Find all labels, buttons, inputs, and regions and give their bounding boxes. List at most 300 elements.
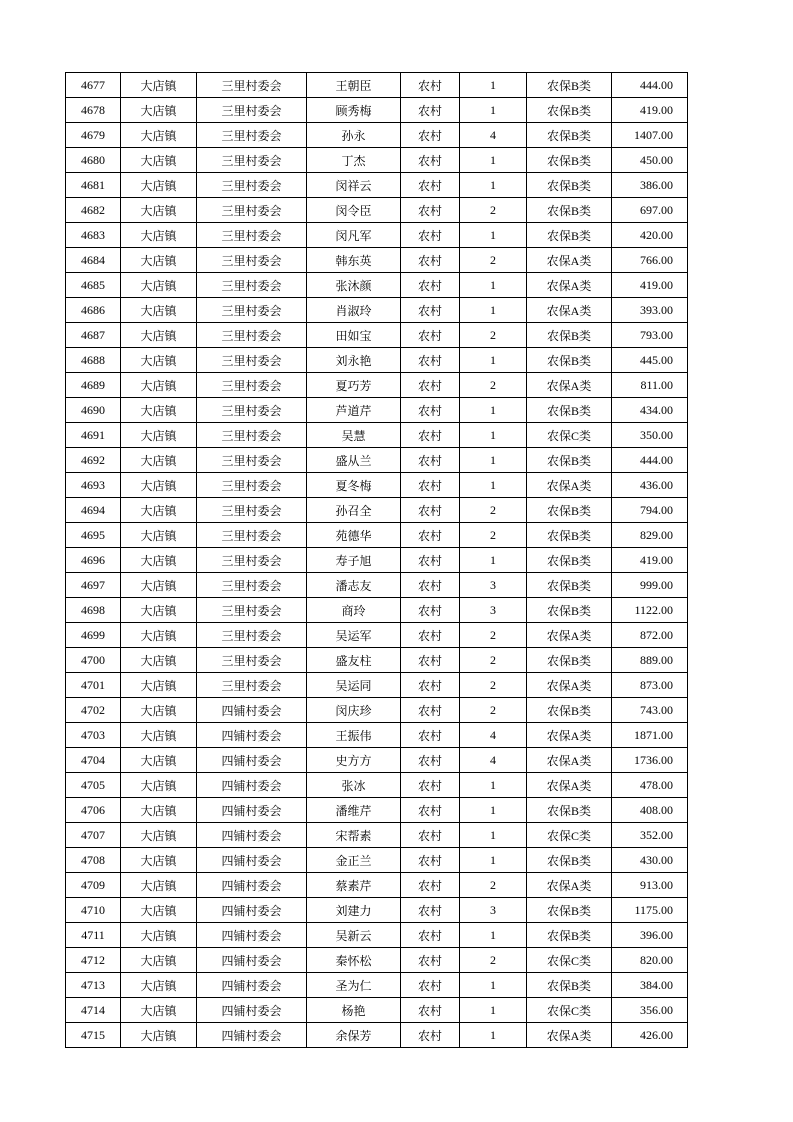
cell-type: 农村 [401,623,460,648]
cell-id: 4681 [66,173,121,198]
cell-amount: 419.00 [612,98,688,123]
cell-town: 大店镇 [121,323,197,348]
cell-count: 2 [460,523,527,548]
cell-type: 农村 [401,673,460,698]
cell-village: 四铺村委会 [197,723,307,748]
cell-town: 大店镇 [121,223,197,248]
cell-town: 大店镇 [121,248,197,273]
cell-village: 三里村委会 [197,598,307,623]
cell-type: 农村 [401,873,460,898]
cell-town: 大店镇 [121,798,197,823]
cell-category: 农保C类 [527,998,612,1023]
cell-village: 四铺村委会 [197,948,307,973]
cell-amount: 793.00 [612,323,688,348]
cell-name: 苑德华 [307,523,401,548]
cell-amount: 872.00 [612,623,688,648]
cell-village: 三里村委会 [197,98,307,123]
cell-type: 农村 [401,923,460,948]
cell-type: 农村 [401,748,460,773]
cell-village: 三里村委会 [197,148,307,173]
cell-name: 吴慧 [307,423,401,448]
cell-type: 农村 [401,523,460,548]
cell-type: 农村 [401,848,460,873]
cell-category: 农保B类 [527,448,612,473]
cell-town: 大店镇 [121,1023,197,1048]
cell-town: 大店镇 [121,198,197,223]
cell-village: 三里村委会 [197,123,307,148]
cell-name: 闵凡军 [307,223,401,248]
cell-name: 孙召全 [307,498,401,523]
table-row [66,198,688,223]
cell-amount: 386.00 [612,173,688,198]
cell-name: 蔡素芹 [307,873,401,898]
cell-town: 大店镇 [121,973,197,998]
cell-id: 4677 [66,73,121,98]
cell-village: 三里村委会 [197,348,307,373]
cell-count: 3 [460,573,527,598]
cell-amount: 436.00 [612,473,688,498]
cell-category: 农保B类 [527,148,612,173]
cell-village: 四铺村委会 [197,848,307,873]
cell-amount: 794.00 [612,498,688,523]
cell-category: 农保B类 [527,698,612,723]
cell-count: 1 [460,223,527,248]
cell-id: 4707 [66,823,121,848]
cell-id: 4692 [66,448,121,473]
cell-type: 农村 [401,723,460,748]
table-row [66,873,688,898]
cell-amount: 350.00 [612,423,688,448]
cell-town: 大店镇 [121,373,197,398]
cell-amount: 913.00 [612,873,688,898]
cell-id: 4685 [66,273,121,298]
cell-type: 农村 [401,948,460,973]
cell-name: 刘建力 [307,898,401,923]
table-row [66,323,688,348]
cell-type: 农村 [401,123,460,148]
table-row [66,723,688,748]
cell-type: 农村 [401,323,460,348]
cell-category: 农保A类 [527,673,612,698]
table-row [66,448,688,473]
cell-type: 农村 [401,773,460,798]
cell-town: 大店镇 [121,548,197,573]
cell-count: 2 [460,198,527,223]
cell-id: 4712 [66,948,121,973]
cell-type: 农村 [401,973,460,998]
cell-name: 夏冬梅 [307,473,401,498]
cell-amount: 820.00 [612,948,688,973]
cell-category: 农保B类 [527,498,612,523]
cell-id: 4703 [66,723,121,748]
cell-id: 4679 [66,123,121,148]
cell-village: 三里村委会 [197,173,307,198]
cell-village: 四铺村委会 [197,923,307,948]
cell-name: 芦道芹 [307,398,401,423]
cell-amount: 444.00 [612,73,688,98]
table-row [66,848,688,873]
cell-category: 农保B类 [527,173,612,198]
cell-town: 大店镇 [121,823,197,848]
table-row [66,348,688,373]
cell-count: 1 [460,73,527,98]
cell-type: 农村 [401,798,460,823]
cell-id: 4701 [66,673,121,698]
cell-town: 大店镇 [121,773,197,798]
cell-id: 4699 [66,623,121,648]
cell-count: 2 [460,648,527,673]
cell-category: 农保A类 [527,273,612,298]
cell-category: 农保B类 [527,398,612,423]
cell-name: 丁杰 [307,148,401,173]
cell-town: 大店镇 [121,173,197,198]
cell-village: 三里村委会 [197,548,307,573]
cell-type: 农村 [401,548,460,573]
cell-town: 大店镇 [121,523,197,548]
cell-village: 四铺村委会 [197,698,307,723]
cell-id: 4711 [66,923,121,948]
cell-village: 三里村委会 [197,73,307,98]
cell-amount: 419.00 [612,273,688,298]
cell-name: 圣为仁 [307,973,401,998]
cell-name: 韩东英 [307,248,401,273]
cell-amount: 419.00 [612,548,688,573]
cell-village: 三里村委会 [197,423,307,448]
cell-town: 大店镇 [121,648,197,673]
cell-category: 农保B类 [527,598,612,623]
table-row [66,573,688,598]
table-row [66,548,688,573]
cell-village: 三里村委会 [197,623,307,648]
table-row [66,148,688,173]
cell-name: 闵祥云 [307,173,401,198]
cell-name: 张沐颜 [307,273,401,298]
cell-town: 大店镇 [121,673,197,698]
cell-name: 商玲 [307,598,401,623]
cell-id: 4684 [66,248,121,273]
cell-town: 大店镇 [121,498,197,523]
cell-type: 农村 [401,373,460,398]
cell-id: 4713 [66,973,121,998]
table-row [66,1023,688,1048]
cell-count: 2 [460,873,527,898]
cell-amount: 697.00 [612,198,688,223]
cell-category: 农保A类 [527,873,612,898]
cell-type: 农村 [401,73,460,98]
cell-count: 1 [460,273,527,298]
table-row [66,948,688,973]
table-row [66,173,688,198]
cell-type: 农村 [401,598,460,623]
table-row [66,798,688,823]
cell-name: 顾秀梅 [307,98,401,123]
cell-count: 2 [460,623,527,648]
cell-village: 四铺村委会 [197,823,307,848]
cell-category: 农保C类 [527,423,612,448]
cell-count: 2 [460,373,527,398]
cell-town: 大店镇 [121,148,197,173]
cell-name: 杨艳 [307,998,401,1023]
cell-category: 农保A类 [527,723,612,748]
cell-town: 大店镇 [121,448,197,473]
cell-type: 农村 [401,273,460,298]
cell-category: 农保C类 [527,823,612,848]
cell-name: 盛从兰 [307,448,401,473]
cell-village: 三里村委会 [197,248,307,273]
cell-count: 3 [460,898,527,923]
cell-town: 大店镇 [121,273,197,298]
cell-category: 农保B类 [527,848,612,873]
table-row [66,423,688,448]
table-row [66,648,688,673]
subsidy-table [65,72,688,1048]
cell-id: 4694 [66,498,121,523]
cell-name: 田如宝 [307,323,401,348]
cell-type: 农村 [401,223,460,248]
cell-count: 2 [460,248,527,273]
cell-id: 4691 [66,423,121,448]
cell-count: 4 [460,123,527,148]
cell-count: 1 [460,148,527,173]
table-row [66,223,688,248]
cell-amount: 743.00 [612,698,688,723]
cell-amount: 889.00 [612,648,688,673]
cell-type: 农村 [401,98,460,123]
cell-town: 大店镇 [121,723,197,748]
cell-id: 4702 [66,698,121,723]
cell-count: 3 [460,598,527,623]
cell-category: 农保A类 [527,373,612,398]
cell-type: 农村 [401,1023,460,1048]
cell-category: 农保A类 [527,248,612,273]
cell-id: 4705 [66,773,121,798]
table-row [66,523,688,548]
cell-id: 4697 [66,573,121,598]
table-row [66,923,688,948]
cell-name: 吴运同 [307,673,401,698]
cell-id: 4686 [66,298,121,323]
cell-id: 4683 [66,223,121,248]
cell-amount: 420.00 [612,223,688,248]
cell-name: 孙永 [307,123,401,148]
cell-count: 4 [460,748,527,773]
cell-amount: 1871.00 [612,723,688,748]
cell-category: 农保B类 [527,223,612,248]
cell-town: 大店镇 [121,73,197,98]
cell-amount: 356.00 [612,998,688,1023]
cell-type: 农村 [401,173,460,198]
cell-name: 盛友柱 [307,648,401,673]
cell-count: 1 [460,823,527,848]
cell-count: 1 [460,98,527,123]
table-row [66,123,688,148]
cell-amount: 430.00 [612,848,688,873]
cell-name: 秦怀松 [307,948,401,973]
cell-village: 三里村委会 [197,198,307,223]
cell-name: 吴运军 [307,623,401,648]
cell-village: 四铺村委会 [197,973,307,998]
cell-amount: 1122.00 [612,598,688,623]
cell-amount: 1407.00 [612,123,688,148]
table-row [66,773,688,798]
table-row [66,998,688,1023]
cell-category: 农保B类 [527,123,612,148]
cell-id: 4695 [66,523,121,548]
cell-category: 农保B类 [527,523,612,548]
cell-type: 农村 [401,348,460,373]
cell-id: 4698 [66,598,121,623]
cell-name: 肖淑玲 [307,298,401,323]
cell-amount: 999.00 [612,573,688,598]
cell-name: 史方方 [307,748,401,773]
cell-count: 1 [460,348,527,373]
cell-id: 4708 [66,848,121,873]
cell-name: 闵庆珍 [307,698,401,723]
cell-amount: 393.00 [612,298,688,323]
cell-name: 余保芳 [307,1023,401,1048]
cell-category: 农保A类 [527,473,612,498]
cell-village: 三里村委会 [197,223,307,248]
cell-count: 1 [460,173,527,198]
table-row [66,473,688,498]
cell-id: 4704 [66,748,121,773]
cell-name: 吴新云 [307,923,401,948]
cell-type: 农村 [401,498,460,523]
cell-category: 农保B类 [527,573,612,598]
cell-name: 潘维芹 [307,798,401,823]
cell-town: 大店镇 [121,598,197,623]
cell-type: 农村 [401,398,460,423]
cell-name: 王朝臣 [307,73,401,98]
cell-name: 金正兰 [307,848,401,873]
cell-amount: 445.00 [612,348,688,373]
cell-count: 4 [460,723,527,748]
cell-name: 刘永艳 [307,348,401,373]
cell-count: 2 [460,698,527,723]
cell-id: 4690 [66,398,121,423]
cell-name: 闵令臣 [307,198,401,223]
table-row [66,673,688,698]
cell-amount: 873.00 [612,673,688,698]
cell-id: 4682 [66,198,121,223]
cell-town: 大店镇 [121,473,197,498]
cell-village: 三里村委会 [197,573,307,598]
cell-id: 4689 [66,373,121,398]
cell-category: 农保A类 [527,748,612,773]
cell-id: 4715 [66,1023,121,1048]
cell-village: 四铺村委会 [197,998,307,1023]
cell-id: 4700 [66,648,121,673]
cell-name: 张冰 [307,773,401,798]
cell-village: 四铺村委会 [197,873,307,898]
cell-town: 大店镇 [121,123,197,148]
cell-category: 农保B类 [527,73,612,98]
cell-town: 大店镇 [121,298,197,323]
cell-town: 大店镇 [121,348,197,373]
cell-type: 农村 [401,448,460,473]
cell-town: 大店镇 [121,98,197,123]
table-row [66,898,688,923]
cell-category: 农保A类 [527,773,612,798]
cell-village: 四铺村委会 [197,898,307,923]
cell-id: 4714 [66,998,121,1023]
cell-count: 2 [460,323,527,348]
cell-amount: 1736.00 [612,748,688,773]
cell-id: 4678 [66,98,121,123]
cell-village: 三里村委会 [197,673,307,698]
cell-type: 农村 [401,998,460,1023]
cell-town: 大店镇 [121,998,197,1023]
cell-village: 三里村委会 [197,323,307,348]
cell-village: 四铺村委会 [197,1023,307,1048]
cell-category: 农保A类 [527,298,612,323]
cell-name: 夏巧芳 [307,373,401,398]
cell-village: 三里村委会 [197,448,307,473]
cell-count: 1 [460,848,527,873]
cell-type: 农村 [401,298,460,323]
cell-village: 三里村委会 [197,298,307,323]
table-row [66,623,688,648]
cell-category: 农保B类 [527,198,612,223]
table-row [66,498,688,523]
cell-count: 1 [460,1023,527,1048]
cell-count: 1 [460,448,527,473]
table-row [66,748,688,773]
cell-type: 农村 [401,698,460,723]
cell-name: 潘志友 [307,573,401,598]
cell-count: 1 [460,423,527,448]
cell-town: 大店镇 [121,423,197,448]
cell-category: 农保A类 [527,1023,612,1048]
cell-count: 1 [460,548,527,573]
cell-town: 大店镇 [121,623,197,648]
cell-id: 4693 [66,473,121,498]
cell-village: 三里村委会 [197,648,307,673]
cell-count: 2 [460,673,527,698]
cell-amount: 384.00 [612,973,688,998]
cell-amount: 829.00 [612,523,688,548]
cell-category: 农保B类 [527,98,612,123]
cell-amount: 450.00 [612,148,688,173]
cell-village: 三里村委会 [197,273,307,298]
cell-count: 2 [460,498,527,523]
cell-id: 4709 [66,873,121,898]
cell-id: 4696 [66,548,121,573]
cell-amount: 478.00 [612,773,688,798]
cell-type: 农村 [401,823,460,848]
cell-category: 农保A类 [527,623,612,648]
cell-town: 大店镇 [121,698,197,723]
cell-category: 农保B类 [527,923,612,948]
cell-id: 4688 [66,348,121,373]
cell-amount: 1175.00 [612,898,688,923]
cell-village: 三里村委会 [197,523,307,548]
cell-name: 王振伟 [307,723,401,748]
cell-id: 4687 [66,323,121,348]
cell-category: 农保C类 [527,948,612,973]
cell-village: 四铺村委会 [197,748,307,773]
cell-town: 大店镇 [121,948,197,973]
cell-type: 农村 [401,423,460,448]
table-row [66,398,688,423]
cell-count: 1 [460,473,527,498]
cell-village: 四铺村委会 [197,798,307,823]
cell-category: 农保B类 [527,798,612,823]
cell-village: 四铺村委会 [197,773,307,798]
cell-amount: 811.00 [612,373,688,398]
cell-category: 农保B类 [527,898,612,923]
cell-amount: 396.00 [612,923,688,948]
